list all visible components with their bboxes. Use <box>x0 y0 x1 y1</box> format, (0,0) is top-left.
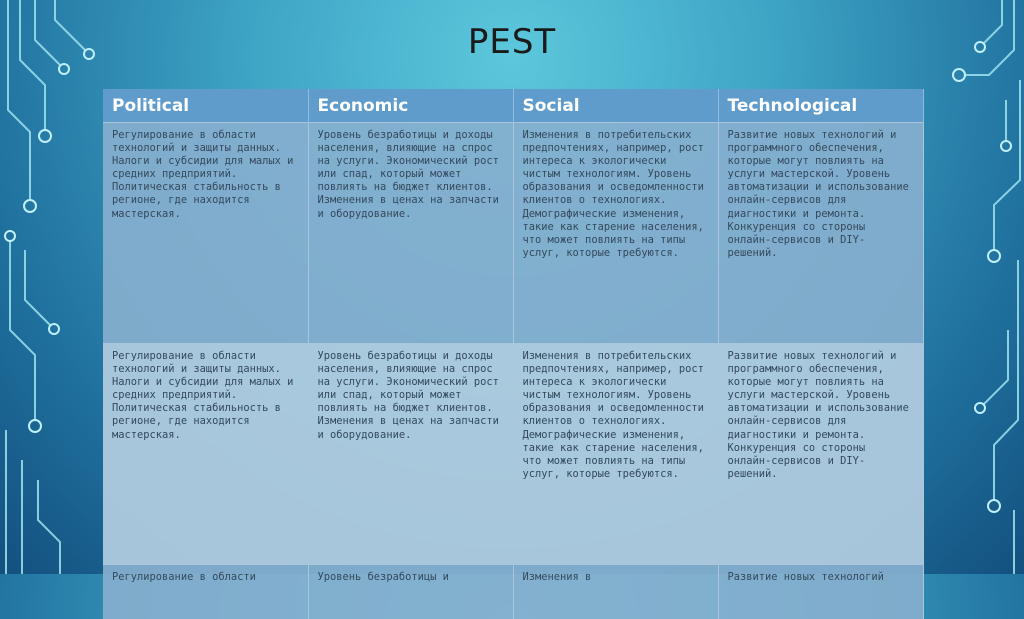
cell-political <box>103 565 308 619</box>
cell-text: Изменения в потребительских предпочтениях, например, рост интереса к экологически чистым технологиям. Уровень образования и осведомленности клиентов о технологиях. Демографические изменения, такие как старение населения, что может повлиять на типы услуг, которые требуются. <box>523 350 709 481</box>
cell-text: Уровень безработицы и <box>318 571 504 584</box>
table-row <box>103 344 923 565</box>
cell-economic <box>308 565 513 619</box>
cell-text: Регулирование в области технологий и защиты данных. Налоги и субсидии для малых и средних предприятий. Политическая стабильность в регионе, где находится мастерская. <box>112 129 299 221</box>
cell-text: Регулирование в области <box>112 571 299 584</box>
cell-political <box>103 123 308 344</box>
cell-text: Уровень безработицы и доходы населения, влияющие на спрос на услуги. Экономический рост или спад, который может повлиять на бюджет клиентов. Изменения в ценах на запчасти и оборудование. <box>318 350 504 442</box>
slide-title: PEST <box>0 22 1024 62</box>
table-row <box>103 123 923 344</box>
cell-political <box>103 344 308 565</box>
header-political: Political <box>103 89 308 123</box>
circuit-decoration-right <box>914 0 1024 574</box>
cell-economic <box>308 123 513 344</box>
cell-social <box>513 123 718 344</box>
cell-economic <box>308 344 513 565</box>
header-row <box>103 89 923 123</box>
cell-technological <box>718 565 923 619</box>
cell-social <box>513 344 718 565</box>
cell-text: Развитие новых технологий и программного обеспечения, которые могут повлиять на услуги мастерской. Уровень автоматизации и использование онлайн-сервисов для диагностики и ремонта. Конкуренция со стороны онлайн-сервисов и DIY-решений. <box>728 129 914 260</box>
cell-text: Развитие новых технологий <box>728 571 914 584</box>
cell-text: Изменения в потребительских предпочтениях, например, рост интереса к экологически чистым технологиям. Уровень образования и осведомленности клиентов о технологиях. Демографические изменения, такие как старение населения, что может повлиять на типы услуг, которые требуются. <box>523 129 709 260</box>
header-economic: Economic <box>308 89 513 123</box>
circuit-decoration-left <box>0 0 110 574</box>
header-social: Social <box>513 89 718 123</box>
header-technological: Technological <box>718 89 923 123</box>
cell-technological <box>718 344 923 565</box>
cell-text: Уровень безработицы и доходы населения, влияющие на спрос на услуги. Экономический рост или спад, который может повлиять на бюджет клиентов. Изменения в ценах на запчасти и оборудование. <box>318 129 504 221</box>
cell-text: Регулирование в области технологий и защиты данных. Налоги и субсидии для малых и средних предприятий. Политическая стабильность в регионе, где находится мастерская. <box>112 350 299 442</box>
cell-technological <box>718 123 923 344</box>
cell-text: Развитие новых технологий и программного обеспечения, которые могут повлиять на услуги мастерской. Уровень автоматизации и использование онлайн-сервисов для диагностики и ремонта. Конкуренция со стороны онлайн-сервисов и DIY-решений. <box>728 350 914 481</box>
pest-table <box>103 89 924 619</box>
cell-text: Изменения в <box>523 571 709 584</box>
cell-social <box>513 565 718 619</box>
table-row <box>103 565 923 619</box>
